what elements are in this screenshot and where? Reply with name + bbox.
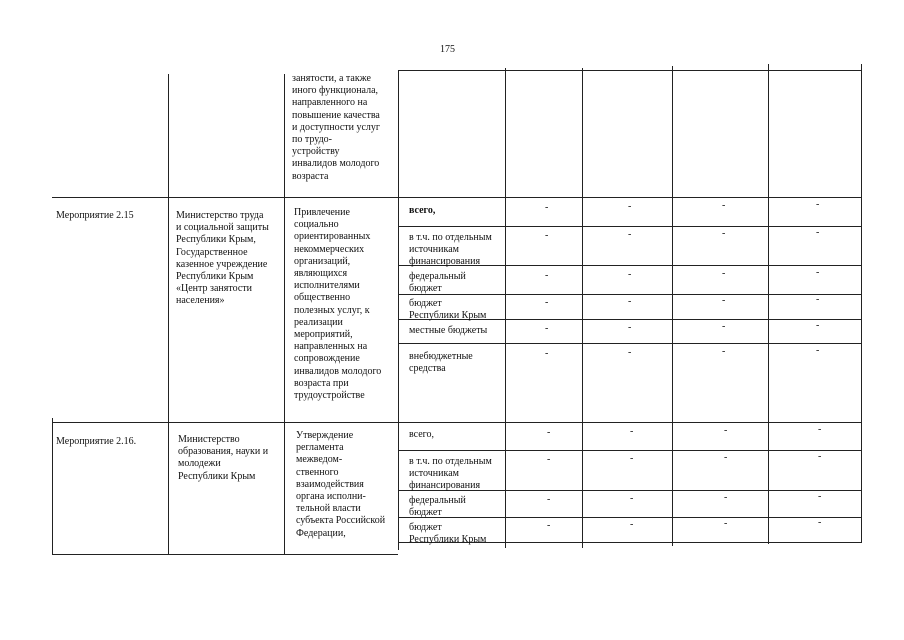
value-dash: - [724,452,728,463]
col-divider-executor [168,74,169,554]
value-dash: - [545,230,549,241]
value-dash: - [630,493,634,504]
source-federal: федеральный бюджет [409,495,466,519]
continuation-description: занятости, а также иного функционала, направленного на повышение качества и доступности услуг по трудо- устройству инвалидов молодого возраста [292,73,381,182]
value-dash: - [545,323,549,334]
value-dash: - [722,346,726,357]
value-dash: - [722,321,726,332]
value-dash: - [628,229,632,240]
value-dash: - [818,517,822,528]
value-dash: - [818,424,822,435]
value-dash: - [818,451,822,462]
value-dash: - [628,201,632,212]
row-divider-2-15-a [398,226,862,227]
value-dash: - [628,269,632,280]
table-bottom-border [52,554,398,555]
value-dash: - [816,227,820,238]
value-dash: - [547,494,551,505]
value-dash: - [545,348,549,359]
value-dash: - [816,320,820,331]
value-dash: - [722,200,726,211]
table-right-border [861,64,862,542]
source-republic: бюджет Республики Крым [409,298,487,322]
value-dash: - [630,519,634,530]
table-top-border [398,70,862,71]
value-dash: - [816,267,820,278]
value-dash: - [545,202,549,213]
source-total: всего, [409,429,435,440]
value-dash: - [722,295,726,306]
value-dash: - [628,322,632,333]
table-left-border [52,418,53,555]
page-number: 175 [440,44,455,55]
value-dash: - [722,228,726,239]
value-dash: - [630,426,634,437]
measure-description: Привлечение социально ориентированных некоммерческих организаций, являющихся исполнителями общественно полезных услуг, к реализации мероприятий, направленных на сопровождение инвалидов молодого возраста при трудоустройстве [294,207,382,402]
value-dash: - [547,520,551,531]
value-dash: - [628,347,632,358]
value-dash: - [816,199,820,210]
value-dash: - [630,453,634,464]
source-local: местные бюджеты [409,325,488,336]
measure-description: Утверждение регламента межведом- ственного взаимодействия органа исполни- тельной власти субъекта Российской Федерации, [296,430,386,539]
source-extrabudget: внебюджетные средства [409,351,473,375]
source-republic: бюджет Республики Крым [409,522,487,546]
source-breakdown: в т.ч. по отдельным источникам финансирования [409,232,492,268]
col-divider-year-2 [672,66,673,546]
value-dash: - [724,492,728,503]
value-dash: - [724,425,728,436]
measure-executor: Министерство образования, науки и молодежи Республики Крым [178,434,269,482]
row-divider-2-16 [52,422,862,423]
value-dash: - [545,297,549,308]
source-breakdown: в т.ч. по отдельным источникам финансирования [409,456,492,492]
value-dash: - [722,268,726,279]
measure-id: Мероприятие 2.16. [56,436,137,447]
value-dash: - [816,294,820,305]
col-divider-year-1 [582,68,583,548]
measure-id: Мероприятие 2.15 [56,210,134,221]
row-divider-2-15-e [398,343,862,344]
row-divider-2-16-a [398,450,862,451]
row-divider-2-15 [52,197,862,198]
col-divider-source-right [505,68,506,548]
value-dash: - [724,518,728,529]
value-dash: - [818,491,822,502]
source-total: всего, [409,205,436,216]
measure-executor: Министерство труда и социальной защиты Республики Крым, Государственное казенное учреждение Республики Крым «Центр занятости населения» [176,210,269,307]
value-dash: - [545,270,549,281]
value-dash: - [816,345,820,356]
value-dash: - [547,427,551,438]
value-dash: - [547,454,551,465]
source-federal: федеральный бюджет [409,271,466,295]
col-divider-year-3 [768,64,769,544]
value-dash: - [628,296,632,307]
